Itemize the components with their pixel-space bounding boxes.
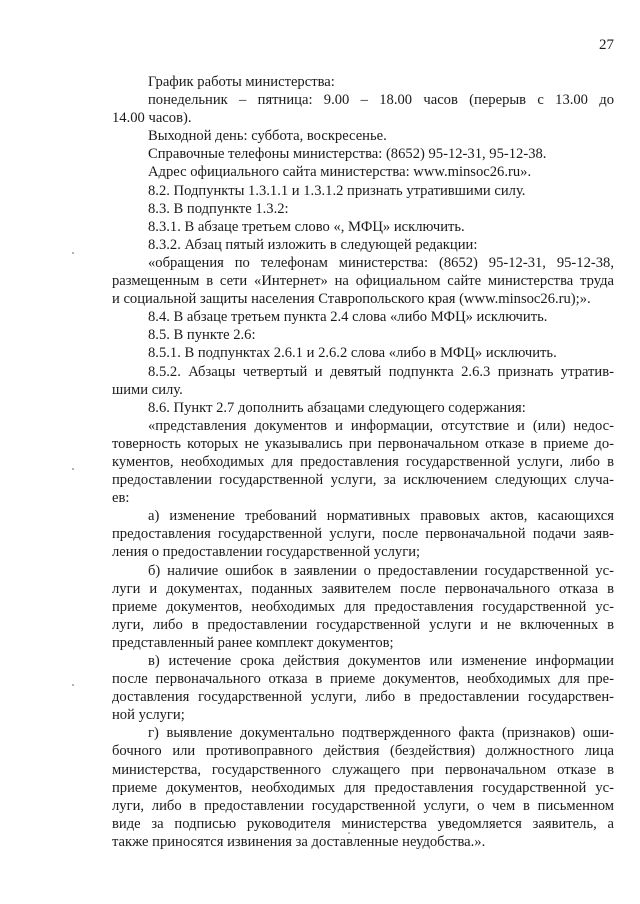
text-line: луги и документах, поданных заявителем после первоначального отказа в [112, 580, 614, 597]
text-line: луги, либо в предоставлении государственной услуги и не включенных в [112, 616, 614, 633]
text-line: а) изменение требований нормативных правовых актов, касающихся [148, 508, 614, 525]
page-number: 27 [599, 37, 614, 53]
text-line: министерства, государственного служащего при первоначальном отказе в [112, 761, 614, 778]
text-line: Адрес официального сайта министерства: www.minsoc26.ru». [148, 164, 532, 181]
scan-speck [72, 252, 74, 254]
text-line: представленный ранее комплект документов; [112, 634, 394, 651]
text-line: бочного или противоправного действия (бездействия) должностного лица [112, 743, 614, 760]
scan-speck [72, 684, 74, 686]
text-line: понедельник – пятница: 9.00 – 18.00 часов (перерыв с 13.00 до [148, 92, 614, 109]
text-line: шими силу. [112, 381, 183, 398]
text-line: предоставления государственной услуги, после первоначальной подачи заяв- [112, 526, 614, 543]
text-line: Справочные телефоны министерства: (8652) 95-12-31, 95-12-38. [148, 146, 547, 163]
text-line: ев: [112, 490, 130, 507]
text-line: «представления документов и информации, отсутствие и (или) недос- [148, 417, 614, 434]
text-line: Выходной день: суббота, воскресенье. [148, 128, 387, 145]
text-line: в) истечение срока действия документов или изменение информации [148, 653, 614, 669]
text-line: 8.5.2. Абзацы четвертый и девятый подпункта 2.6.3 признать утратив- [148, 363, 614, 380]
text-line: ления о предоставлении государственной услуги; [112, 544, 421, 561]
text-line: 8.3.1. В абзаце третьем слово «, МФЦ» исключить. [148, 218, 465, 235]
text-line: 8.4. В абзаце третьем пункта 2.4 слова «либо МФЦ» исключить. [148, 309, 548, 326]
text-line: кументов, необходимых для предоставления государственной услуги, либо в [112, 453, 614, 470]
text-line: б) наличие ошибок в заявлении о предоставлении государственной ус- [148, 562, 614, 579]
text-line: после первоначального отказа в приеме документов, необходимых для пре- [112, 671, 614, 688]
text-line: доставления государственной услуги, либо в предоставлении государствен- [112, 689, 614, 706]
text-line: «обращения по телефонам министерства: (8652) 95-12-31, 95-12-38, [148, 254, 614, 271]
text-line: также приносятся извинения за доставленные неудобства.». [112, 833, 486, 850]
text-line: приеме документов, необходимых для предоставления государственной ус- [112, 598, 614, 615]
text-line: г) выявление документально подтвержденного факта (признаков) оши- [148, 725, 614, 742]
text-line: 8.2. Подпункты 1.3.1.1 и 1.3.1.2 признать утратившими силу. [148, 182, 526, 199]
text-line: и социальной защиты населения Ставропольского края (www.minsoc26.ru);». [112, 291, 591, 308]
text-line: 8.6. Пункт 2.7 дополнить абзацами следующего содержания: [148, 399, 526, 416]
document-body [112, 73, 614, 851]
text-line: 14.00 часов). [112, 110, 192, 127]
text-line: предоставлении государственной услуги, за исключением следующих случа- [112, 472, 614, 489]
text-line: размещенным в сети «Интернет» на официальном сайте министерства труда [112, 273, 614, 290]
text-line: 8.3. В подпункте 1.3.2: [148, 200, 289, 217]
text-line: 8.5.1. В подпунктах 2.6.1 и 2.6.2 слова «либо в МФЦ» исключить. [148, 345, 557, 362]
text-line: товерность которых не указывались при первоначальном отказе в приеме до- [112, 435, 614, 452]
text-line: 8.3.2. Абзац пятый изложить в следующей редакции: [148, 236, 478, 253]
text-line: луги, либо в предоставлении государственной услуги, о чем в письменном [112, 797, 614, 814]
text-line: приеме документов, необходимых для предоставления государственной ус- [112, 779, 614, 796]
text-line: ной услуги; [112, 707, 185, 724]
text-line: График работы министерства: [148, 74, 335, 90]
text-line: виде за подписью руководителя министерства уведомляется заявитель, а [112, 815, 614, 832]
text-line: 8.5. В пункте 2.6: [148, 327, 256, 344]
scan-speck [72, 468, 74, 470]
